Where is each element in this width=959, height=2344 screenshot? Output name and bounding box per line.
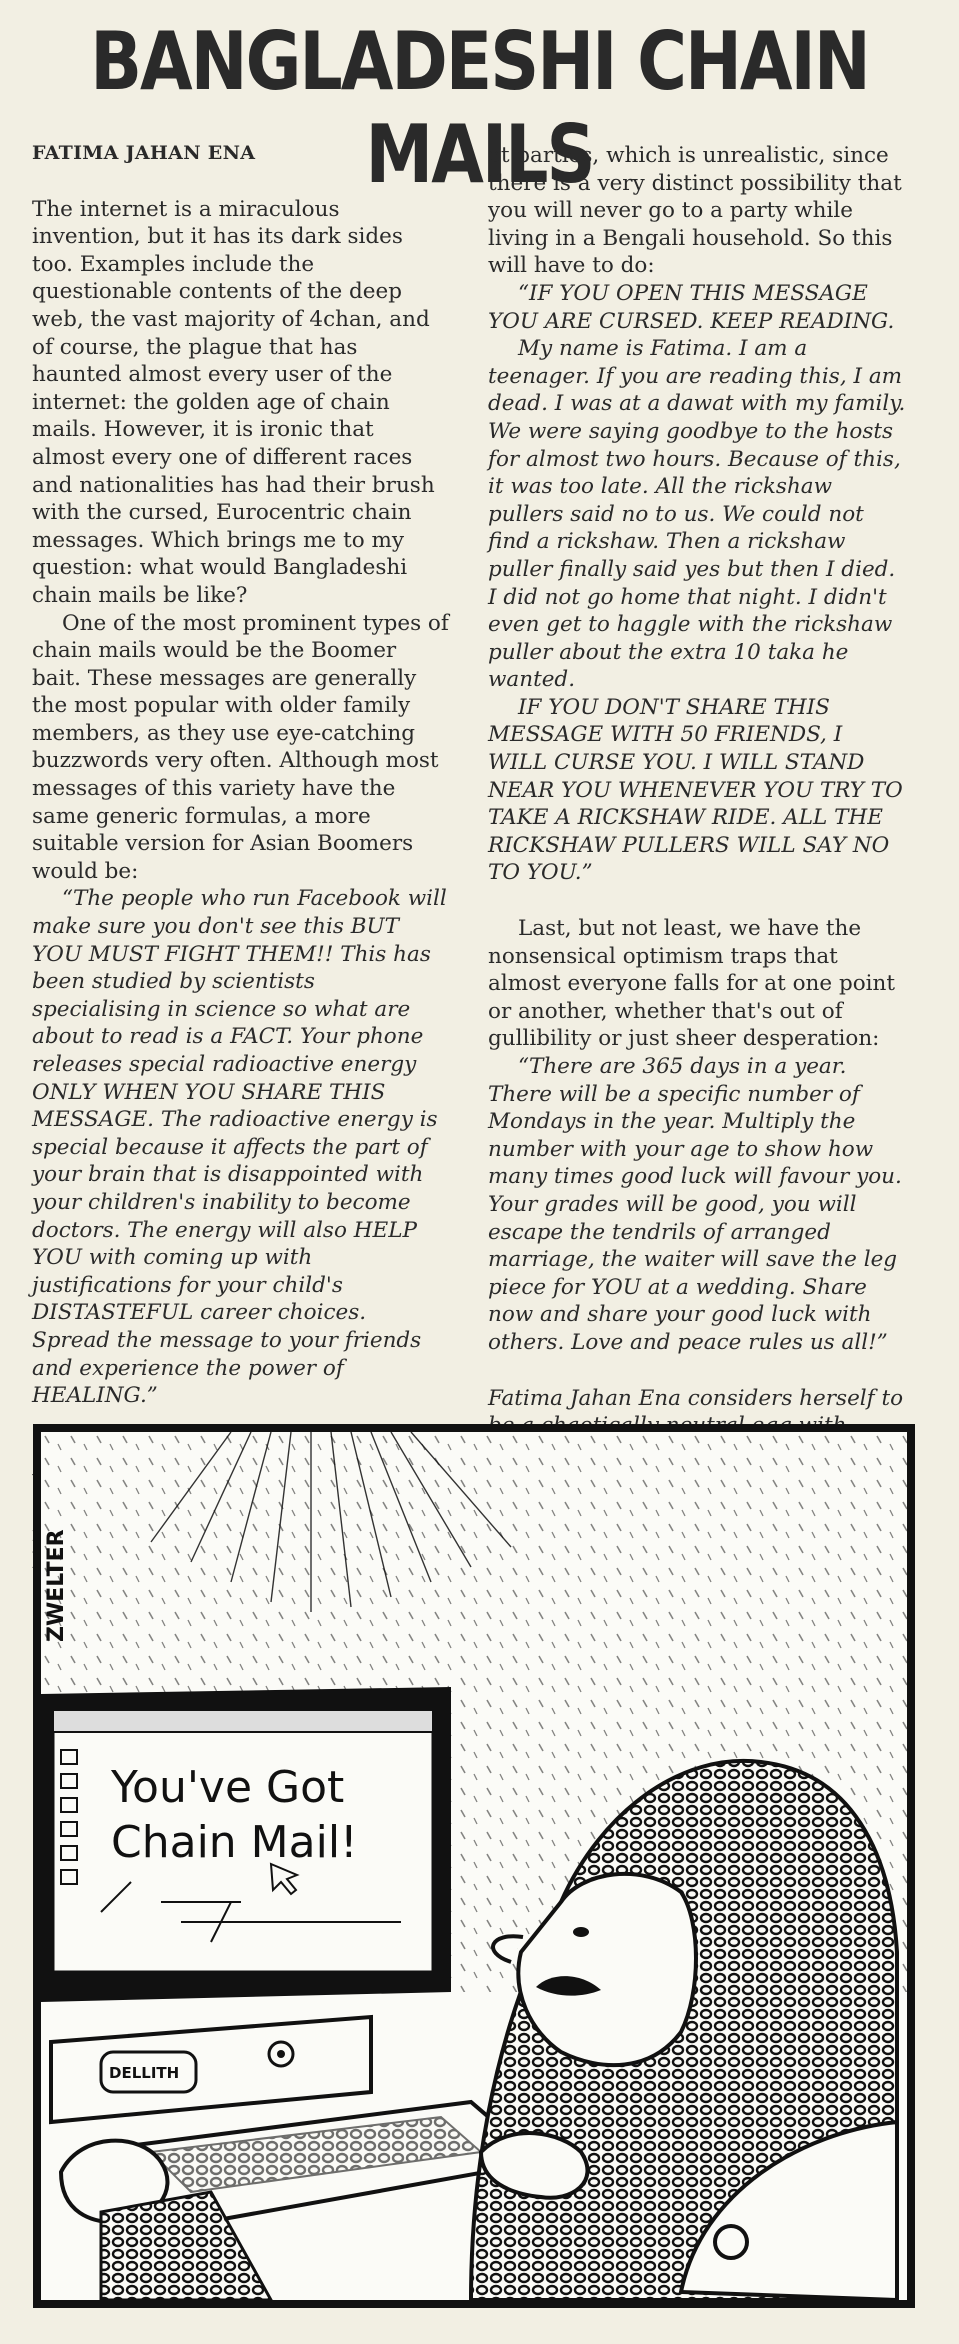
paragraph: The internet is a miraculous invention, but it has its dark sides too. Examples include the questionable contents of the deep web, the vast majority of 4chan, and of course, the plague that has haunted almost every user of the internet: the golden age of chain mails. However, it is ironic that almost every one of different races and nationalities has had their brush with the cursed, Eurocentric chain messages. Which brings me to my question: what would Bangladeshi chain mails be like? xyxy=(32,196,435,608)
shoulder-clasp xyxy=(715,2226,747,2258)
paragraph: at parties, which is unrealistic, since there is a very distinct possibility that you will never go to a party while living in a Bengali household. So this will have to do: xyxy=(488,143,902,279)
article-column-right xyxy=(488,142,908,1495)
computer-monitor xyxy=(41,1687,451,2002)
quote-curse-heading: “IF YOU OPEN THIS MESSAGE YOU ARE CURSED. KEEP READING. xyxy=(488,280,895,334)
artist-signature: ZWELTER xyxy=(44,1529,69,1642)
byline: FATIMA JAHAN ENA xyxy=(32,142,256,164)
article-column-left xyxy=(32,140,450,1576)
chain-mail-cartoon xyxy=(33,1424,915,2308)
paragraph: Last, but not least, we have the nonsensical optimism traps that almost everyone falls for at one point or another, whether that's out of gullibility or just sheer desperation: xyxy=(488,916,896,1052)
screen-headline-line2: Chain Mail! xyxy=(111,1817,358,1868)
eye xyxy=(573,1927,589,1937)
author-bio: Fatima Jahan Ena considers herself to xyxy=(488,1385,904,1411)
quote-curse-threat: IF YOU DON'T SHARE THIS MESSAGE WITH 50 FRIENDS, I WILL CURSE YOU. I WILL STAND NEAR YOU WHENEVER YOU TRY TO TAKE A RICKSHAW RIDE. ALL THE RICKSHAW PULLERS WILL SAY NO TO YOU.” xyxy=(488,694,903,886)
screen-headline-line1: You've Got xyxy=(111,1762,345,1813)
quote-optimism: “There are 365 days in a year. There will be a specific number of Mondays in the year. Multiply the number with your age to show how many times good luck will favour you. Your grades will be good, you will escape the tendrils of arranged marriage, the waiter will save the leg piece for YOU at a wedding. Share now and share your good luck with others. Love and peace rules us all!” xyxy=(488,1054,902,1355)
desktop-tower xyxy=(51,2017,371,2122)
quote-curse-body: My name is Fatima. I am a teenager. If you are reading this, I am dead. I was at a dawat with my family. We were saying goodbye to the hosts for almost two hours. Because of this, it was too late. All the rickshaw pullers said no to us. We could not find a rickshaw. Then a rickshaw puller finally said yes but then I died. I did not go home that night. I didn't even get to haggle with the rickshaw puller about the extra 10 taka he wanted. xyxy=(488,336,906,693)
paragraph: One of the most prominent types of chain mails would be the Boomer bait. These messages are generally the most popular with older family members, as they use eye-catching buzzwords very often. Although most messages of this variety have the same generic formulas, a more suitable version for Asian Boomers would be: xyxy=(32,610,449,884)
cpu-brand-label: DELLITH xyxy=(109,2064,180,2082)
quote-boomer-bait: “The people who run Facebook will make sure you don't see this BUT YOU MUST FIGHT THEM!! This has been studied by scientists specialising in science so what are about to read is a FACT. Your phone releases special radioactive energy ONLY WHEN YOU SHARE THIS MESSAGE. The radioactive energy is special because it affects the part of your brain that is disappointed with your children's inability to become doctors. The energy will also HELP YOU with coming up with justifications for your child's DISTASTEFUL career choices. Spread the message to your friends and experience the power of HEALING.” xyxy=(32,886,447,1409)
headline: BANGLADESHI CHAIN MAILS xyxy=(90,15,869,203)
